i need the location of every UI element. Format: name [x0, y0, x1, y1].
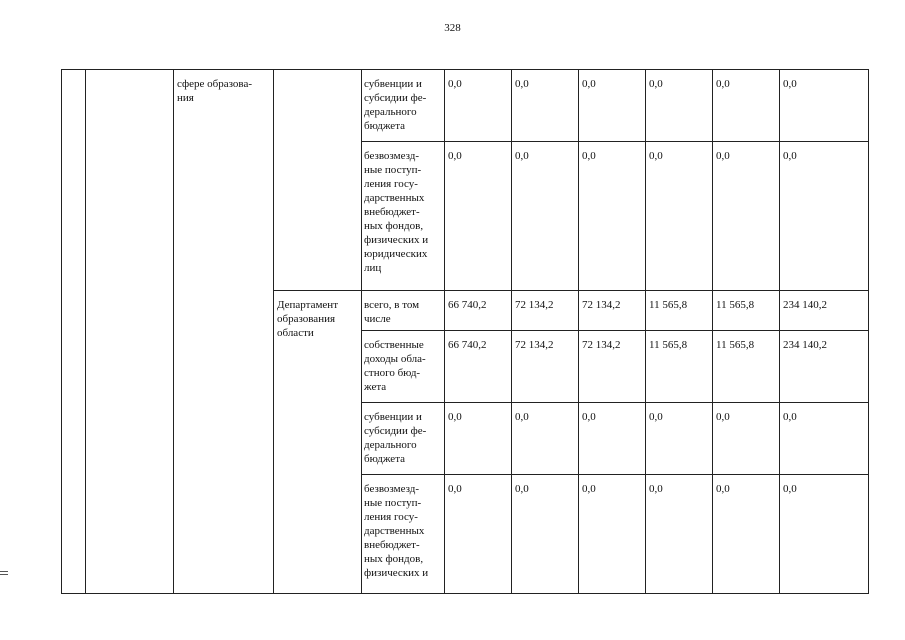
- value-cell: 0,0: [646, 70, 713, 142]
- value-cell: 0,0: [579, 475, 646, 594]
- area-cell: [174, 70, 274, 594]
- value-cell: 0,0: [780, 403, 869, 475]
- value-cell: 0,0: [445, 70, 512, 142]
- program-cell: [86, 70, 174, 594]
- value-cell: 0,0: [713, 403, 780, 475]
- funding-source-label: субвенции и субсидии фе- дерального бюджета: [362, 70, 445, 142]
- value-cell: 0,0: [579, 70, 646, 142]
- value-cell: 0,0: [445, 475, 512, 594]
- value-cell: 11 565,8: [713, 331, 780, 403]
- budget-table: [61, 69, 869, 594]
- executor-cell: [274, 291, 362, 594]
- executor-cell-empty: [274, 70, 362, 291]
- value-cell: 0,0: [780, 475, 869, 594]
- funding-source-label: безвозмезд- ные поступ- ления госу- дарственных внебюджет- ных фондов, физических и юридических лиц: [362, 142, 445, 291]
- value-cell: 0,0: [646, 403, 713, 475]
- value-cell: 0,0: [512, 142, 579, 291]
- value-cell: 72 134,2: [512, 331, 579, 403]
- table-body: [62, 70, 869, 594]
- department-text: Департамент образования области: [277, 299, 339, 339]
- value-cell: 0,0: [579, 403, 646, 475]
- number-cell: [62, 70, 86, 594]
- value-cell: 11 565,8: [646, 331, 713, 403]
- value-cell: 72 134,2: [512, 291, 579, 331]
- funding-source-label: собственные доходы обла- стного бюд- жета: [362, 331, 445, 403]
- value-cell: 0,0: [646, 142, 713, 291]
- value-cell: 234 140,2: [780, 331, 869, 403]
- value-cell: 234 140,2: [780, 291, 869, 331]
- value-cell: 72 134,2: [579, 331, 646, 403]
- table-row: [62, 70, 869, 142]
- value-cell: 66 740,2: [445, 331, 512, 403]
- value-cell: 0,0: [713, 142, 780, 291]
- value-cell: 0,0: [780, 142, 869, 291]
- area-text: сфере образова- ния: [177, 78, 253, 104]
- value-cell: 0,0: [512, 70, 579, 142]
- binding-margin-mark: [0, 571, 8, 579]
- value-cell: 0,0: [445, 142, 512, 291]
- value-cell: 0,0: [646, 475, 713, 594]
- value-cell: 0,0: [445, 403, 512, 475]
- page-number: 328: [444, 22, 461, 34]
- value-cell: 72 134,2: [579, 291, 646, 331]
- value-cell: 66 740,2: [445, 291, 512, 331]
- value-cell: 11 565,8: [713, 291, 780, 331]
- value-cell: 11 565,8: [646, 291, 713, 331]
- value-cell: 0,0: [579, 142, 646, 291]
- value-cell: 0,0: [780, 70, 869, 142]
- value-cell: 0,0: [713, 475, 780, 594]
- funding-source-label: субвенции и субсидии фе- дерального бюджета: [362, 403, 445, 475]
- funding-source-label: всего, в том числе: [362, 291, 445, 331]
- funding-source-label: безвозмезд- ные поступ- ления госу- дарственных внебюджет- ных фондов, физических и: [362, 475, 445, 594]
- value-cell: 0,0: [512, 403, 579, 475]
- value-cell: 0,0: [713, 70, 780, 142]
- value-cell: 0,0: [512, 475, 579, 594]
